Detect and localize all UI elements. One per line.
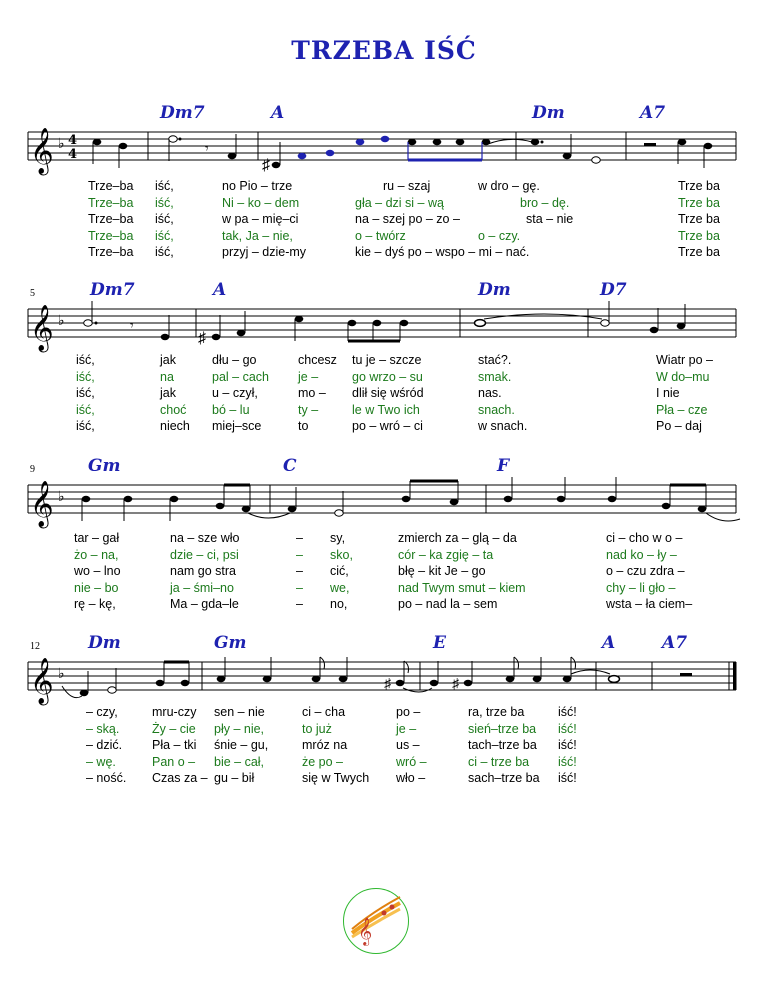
lyric-line: o – twórz <box>355 228 406 243</box>
lyrics-column <box>155 178 174 261</box>
lyric-line: wło – <box>396 771 426 785</box>
lyric-line: cór – ka zgię – ta <box>398 547 494 562</box>
chord: D7 <box>600 280 627 300</box>
lyric-line: – <box>296 580 303 595</box>
svg-text:𝄞: 𝄞 <box>30 305 54 351</box>
lyric-line: nad Twym smut – kiem <box>398 580 526 595</box>
lyric-line: Trze–ba <box>88 212 134 226</box>
lyric-line: po – wró – ci <box>352 419 423 433</box>
lyric-line: chcesz <box>298 353 337 367</box>
lyric-line: iść, <box>155 179 174 193</box>
lyric-line: iść! <box>558 754 577 769</box>
chord: A <box>602 633 616 653</box>
lyrics-column <box>74 530 121 613</box>
lyric-line: go wrzo – su <box>352 369 423 384</box>
lyrics-column <box>468 704 540 787</box>
lyric-line: iść, <box>76 402 95 417</box>
lyric-line: w pa – mię–ci <box>222 212 299 226</box>
lyrics-column <box>656 352 713 435</box>
lyric-line: iść, <box>155 245 174 259</box>
lyric-line: – <box>296 547 303 562</box>
lyric-line: na – sze wło <box>170 531 240 545</box>
lyric-line: w snach. <box>478 419 528 433</box>
lyric-line: Ni – ko – dem <box>222 195 300 210</box>
lyric-line: ci – cho w o – <box>606 531 683 545</box>
lyric-line: pal – cach <box>212 369 269 384</box>
lyric-line: na – szej po – zo – <box>355 212 460 226</box>
lyric-line: wró – <box>396 754 427 769</box>
svg-text:𝄞: 𝄞 <box>30 481 54 527</box>
lyric-line: po – <box>396 705 421 719</box>
lyric-line: mróz na <box>302 738 348 752</box>
chord: Dm7 <box>160 103 205 123</box>
lyric-line: chy – li gło – <box>606 580 676 595</box>
lyrics-column <box>396 704 427 787</box>
svg-text:♯: ♯ <box>452 675 459 691</box>
svg-text:♭: ♭ <box>58 136 65 152</box>
lyric-line: ci – trze ba <box>468 754 530 769</box>
lyric-line: cić, <box>330 564 349 578</box>
lyric-line: dzie – ci, psi <box>170 547 239 562</box>
chord: Dm <box>532 103 565 123</box>
lyrics-column <box>678 178 720 261</box>
svg-text:𝄾: 𝄾 <box>205 140 209 156</box>
lyric-line: wsta – ła ciem– <box>606 597 693 611</box>
lyric-line: Trze ba <box>678 212 720 226</box>
chord: A <box>213 280 227 300</box>
svg-text:4: 4 <box>68 133 78 148</box>
lyric-line: Ży – cie <box>152 721 196 736</box>
lyric-line: – dzić. <box>86 738 123 752</box>
lyric-line: choć <box>160 402 187 417</box>
measure-number: 12 <box>30 641 40 652</box>
svg-text:𝄞: 𝄞 <box>358 917 373 945</box>
lyric-line: – <box>296 564 303 578</box>
lyric-line: ci – cha <box>302 705 346 719</box>
lyric-line: iść! <box>558 721 577 736</box>
chord: Dm <box>478 280 511 300</box>
lyric-line: ty – <box>298 402 319 417</box>
lyric-line: Trze ba <box>678 179 720 193</box>
lyric-line: przyj – dzie-my <box>222 245 307 259</box>
lyric-line: sko, <box>330 547 353 562</box>
lyric-line: ra, trze ba <box>468 705 525 719</box>
chord: Gm <box>88 456 121 476</box>
lyric-line: miej–sce <box>212 419 262 433</box>
lyric-line: w dro – gę. <box>478 179 540 193</box>
lyric-line: no, <box>330 597 348 611</box>
lyric-line: to <box>298 419 309 433</box>
svg-text:♯: ♯ <box>198 330 206 347</box>
lyric-line: sen – nie <box>214 705 265 719</box>
svg-text:𝄞: 𝄞 <box>30 128 54 174</box>
svg-text:4: 4 <box>68 147 78 162</box>
svg-text:𝄞: 𝄞 <box>30 658 54 704</box>
lyric-line: sień–trze ba <box>468 721 537 736</box>
lyric-line: to już <box>302 721 332 736</box>
lyrics-column <box>352 352 424 435</box>
lyric-line: dłu – go <box>212 353 257 367</box>
lyric-line: tak, Ja – nie, <box>222 228 293 243</box>
lyric-line: ja – śmi–no <box>170 580 234 595</box>
lyrics-column <box>214 704 268 787</box>
svg-text:♭: ♭ <box>58 313 65 329</box>
lyric-line: je – <box>396 721 417 736</box>
lyric-line: iść, <box>76 369 95 384</box>
lyric-line: pły – nie, <box>214 721 265 736</box>
lyric-line: iść, <box>155 228 174 243</box>
lyrics-column <box>222 178 306 261</box>
song-title: TRZEBA IŚĆ <box>291 36 477 65</box>
lyric-line: nad ko – ły – <box>606 547 677 562</box>
lyric-line: ru – szaj <box>383 179 431 193</box>
lyrics-column <box>296 530 303 613</box>
lyric-line: tu je – szcze <box>352 353 422 367</box>
lyric-line: kie – dyś po – wspo – mi – nać. <box>355 245 530 259</box>
lyrics-column <box>302 704 369 787</box>
lyric-line: zmierch za – glą – da <box>398 531 517 545</box>
lyric-line: Czas za – <box>152 771 208 785</box>
lyric-line: błę – kit Je – go <box>398 564 486 578</box>
lyric-line: iść! <box>558 738 577 752</box>
chord: Dm <box>88 633 121 653</box>
lyric-line: sach–trze ba <box>468 771 540 785</box>
svg-text:𝄾: 𝄾 <box>130 317 134 333</box>
chord: Gm <box>214 633 247 653</box>
lyric-line: nam go stra <box>170 564 237 578</box>
lyric-line: no Pio – trze <box>222 179 293 193</box>
lyrics-column <box>76 352 95 435</box>
lyric-line: Pła – tki <box>152 738 197 752</box>
lyric-line: smak. <box>478 369 512 384</box>
lyric-line: u – czył, <box>212 386 258 400</box>
lyric-line: je – <box>298 369 319 384</box>
lyric-line: mo – <box>298 386 326 400</box>
lyrics-column <box>212 352 269 435</box>
chord: E <box>433 633 446 653</box>
lyric-line: gu – bił <box>214 771 255 785</box>
lyric-line: bro – dę. <box>520 195 570 210</box>
lyric-line: sta – nie <box>526 212 574 226</box>
lyric-line: że po – <box>302 754 344 769</box>
svg-text:♯: ♯ <box>384 675 391 691</box>
lyric-line: Po – daj <box>656 419 702 433</box>
lyric-line: W do–mu <box>656 369 710 384</box>
lyrics-column <box>558 704 577 787</box>
lyric-line: iść, <box>76 386 95 400</box>
lyric-line: I nie <box>656 386 680 400</box>
lyric-line: rę – kę, <box>74 597 116 611</box>
lyric-line: iść! <box>558 705 577 719</box>
measure-number: 9 <box>30 464 35 475</box>
lyric-line: iść, <box>155 212 174 226</box>
lyric-line: Pła – cze <box>656 402 708 417</box>
lyric-line: le w Two ich <box>352 402 420 417</box>
lyric-line: po – nad la – sem <box>398 597 498 611</box>
lyric-line: us – <box>396 738 420 752</box>
lyric-line: nas. <box>478 386 502 400</box>
lyric-line: Trze–ba <box>88 228 134 243</box>
svg-text:♯: ♯ <box>262 157 270 174</box>
lyric-line: Pan o – <box>152 754 196 769</box>
lyric-line: bie – cał, <box>214 754 265 769</box>
lyric-line: iść, <box>76 419 95 433</box>
lyric-line: sy, <box>330 531 346 545</box>
lyrics-column <box>606 530 692 613</box>
lyric-line: o – czy. <box>478 228 521 243</box>
lyric-line: Trze–ba <box>88 245 134 259</box>
lyric-line: śnie – gu, <box>214 738 269 752</box>
lyric-line: Trze ba <box>678 245 720 259</box>
music-logo-icon <box>343 888 409 954</box>
lyric-line: mru-czy <box>152 705 197 719</box>
lyric-line: bó – lu <box>212 402 250 417</box>
lyric-line: Trze ba <box>678 228 720 243</box>
lyric-line: się w Twych <box>302 771 370 785</box>
lyric-line: Trze ba <box>678 195 720 210</box>
lyric-line: dlił się wśród <box>352 386 424 400</box>
lyric-line: Trze–ba <box>88 195 134 210</box>
lyric-line: gła – dzi si – wą <box>355 195 444 210</box>
lyric-line: Trze–ba <box>88 179 134 193</box>
lyric-line: – <box>296 597 303 611</box>
lyric-line: jak <box>160 386 176 400</box>
lyric-line: – ską. <box>86 721 120 736</box>
lyrics-column <box>88 178 133 261</box>
lyrics-column <box>298 352 337 435</box>
lyric-line: wo – lno <box>74 564 121 578</box>
svg-text:♭: ♭ <box>58 666 65 682</box>
lyrics-column <box>478 352 527 435</box>
lyric-line: iść, <box>76 353 95 367</box>
chord: F <box>497 456 510 476</box>
lyric-line: – <box>296 531 303 545</box>
lyric-line: – wę. <box>86 754 116 769</box>
lyrics-column <box>330 530 353 613</box>
lyric-line: tar – gał <box>74 531 120 545</box>
lyric-line: we, <box>330 580 350 595</box>
lyrics-column <box>152 704 208 787</box>
chord: Dm7 <box>90 280 135 300</box>
lyric-line: Ma – gda–le <box>170 597 239 611</box>
lyric-line: stać?. <box>478 353 512 367</box>
lyric-line: iść, <box>155 195 174 210</box>
chord: A7 <box>662 633 688 653</box>
lyric-line: iść! <box>558 771 577 785</box>
lyric-line: – czy, <box>86 705 118 719</box>
lyric-line: jak <box>160 353 176 367</box>
lyrics-column <box>86 704 126 787</box>
lyric-line: nie – bo <box>74 580 119 595</box>
lyric-line: na <box>160 369 174 384</box>
chord: A7 <box>640 103 666 123</box>
lyric-line: snach. <box>478 402 515 417</box>
lyric-line: niech <box>160 419 190 433</box>
svg-text:♭: ♭ <box>58 489 65 505</box>
chord: C <box>283 456 297 476</box>
lyrics-column <box>398 530 526 613</box>
lyric-line: tach–trze ba <box>468 738 537 752</box>
lyric-line: żo – na, <box>74 547 119 562</box>
chord: A <box>271 103 285 123</box>
lyric-line: Wiatr po – <box>656 353 713 367</box>
lyric-line: o – czu zdra – <box>606 564 685 578</box>
measure-number: 5 <box>30 288 35 299</box>
lyrics-column <box>160 352 190 435</box>
lyric-line: – ność. <box>86 771 127 785</box>
lyrics-column <box>478 178 573 244</box>
lyrics-column <box>170 530 239 613</box>
